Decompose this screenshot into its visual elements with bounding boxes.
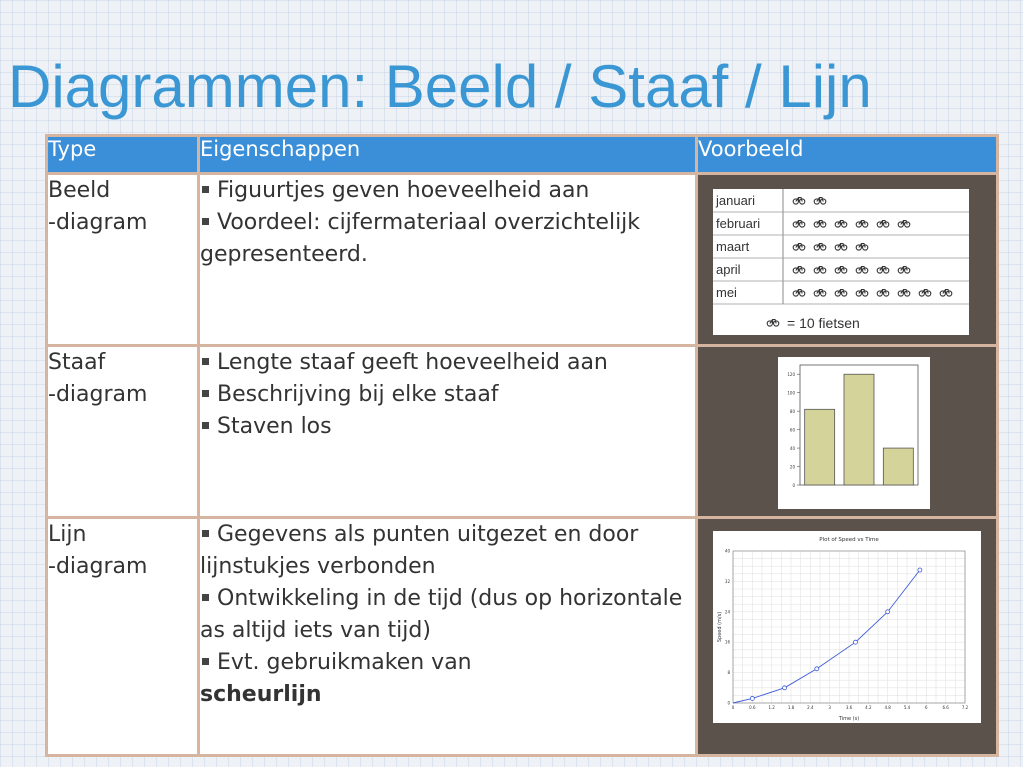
bar: [844, 374, 874, 485]
y-tick-label: 0: [727, 700, 730, 706]
bar: [883, 448, 913, 485]
bicycle-icon: [793, 221, 910, 228]
pictogram-row-label: februari: [716, 216, 761, 231]
bullet-icon: [202, 658, 209, 665]
type-suffix: -diagram: [48, 382, 148, 407]
type-cell: [47, 346, 199, 518]
bike-frame: [859, 221, 865, 225]
bullet-icon: [202, 186, 209, 193]
bike-frame: [770, 320, 776, 324]
x-tick-label: 4.8: [884, 705, 891, 710]
y-tick-label: 16: [724, 639, 730, 645]
bike-frame: [796, 221, 802, 225]
bar-chart-example: [778, 357, 930, 509]
bike-frame: [796, 267, 802, 271]
list-item: Gegevens als punten uitgezet en door lijnstukjes verbonden: [200, 522, 639, 579]
bike-frame: [838, 290, 844, 294]
data-point: [853, 640, 857, 644]
table-row-lijn: [47, 518, 998, 756]
bullet-icon: [202, 422, 209, 429]
x-tick-label: 1.2: [768, 705, 775, 710]
bullet-icon: [202, 594, 209, 601]
x-axis-label: Time (s): [838, 716, 860, 722]
scheurlijn-term: scheurlijn: [200, 682, 322, 707]
pictogram-svg: [713, 189, 969, 335]
x-tick-label: 0.6: [749, 705, 756, 710]
bike-frame: [796, 198, 802, 202]
bike-frame: [838, 221, 844, 225]
pictogram-example: [713, 189, 969, 335]
type-label: Lijn: [48, 522, 87, 547]
bike-frame: [817, 221, 823, 225]
y-axis-label: Speed (m/s): [717, 611, 723, 643]
bike-frame: [859, 244, 865, 248]
bullet-icon: [202, 530, 209, 537]
x-tick-label: 1.8: [787, 705, 795, 710]
bike-frame: [943, 290, 949, 294]
bullet-icon: [202, 358, 209, 365]
line-chart-example: [713, 531, 981, 723]
series-line: [733, 570, 920, 703]
y-tick-label: 0: [792, 483, 795, 488]
diagram-types-table: [45, 134, 999, 757]
bar-chart: [778, 357, 930, 509]
bike-frame: [838, 267, 844, 271]
header-voorbeeld: Voorbeeld: [697, 136, 998, 174]
bike-frame: [796, 290, 802, 294]
bullet-icon: [202, 218, 209, 225]
pictogram-row-label: januari: [716, 193, 756, 208]
pictogram-row-label: mei: [716, 285, 737, 300]
y-tick-label: 32: [724, 578, 730, 584]
bicycle-icon: [793, 198, 826, 205]
bike-frame: [880, 290, 886, 294]
bike-frame: [859, 267, 865, 271]
table-row-beeld: [47, 174, 998, 346]
bike-frame: [859, 290, 865, 294]
y-tick-label: 8: [727, 670, 730, 676]
data-point: [886, 610, 890, 614]
bicycle-icon: [793, 267, 910, 274]
line-chart: [713, 531, 981, 723]
example-cell: [697, 174, 998, 346]
bicycle-icon: [767, 320, 779, 327]
y-tick-label: 120: [787, 372, 795, 378]
type-label: Beeld: [48, 178, 111, 203]
list-item: Staven los: [200, 411, 695, 443]
y-tick-label: 20: [789, 464, 795, 470]
bike-frame: [901, 290, 907, 294]
header-type: Type: [47, 136, 199, 174]
type-suffix: -diagram: [48, 210, 148, 235]
bike-frame: [880, 267, 886, 271]
bike-frame: [901, 267, 907, 271]
bicycle-icon: [793, 290, 952, 297]
table-header-row: [47, 136, 998, 174]
list-item: Figuurtjes geven hoeveelheid aan: [200, 175, 695, 207]
type-cell: [47, 174, 199, 346]
bike-frame: [880, 221, 886, 225]
x-tick-label: 3.6: [845, 705, 853, 710]
y-tick-label: 80: [789, 409, 795, 415]
bike-frame: [922, 290, 928, 294]
y-tick-label: 24: [724, 609, 730, 615]
line-chart-title: Plot of Speed vs Time: [819, 537, 879, 543]
type-cell: [47, 518, 199, 756]
pictogram-row-label: maart: [716, 239, 750, 254]
list-item: Ontwikkeling in de tijd (dus op horizontale as altijd iets van tijd): [200, 586, 683, 643]
bike-frame: [838, 244, 844, 248]
bike-frame: [817, 267, 823, 271]
example-cell: [697, 346, 998, 518]
bicycle-icon: [793, 244, 868, 251]
x-tick-label: 0: [731, 705, 735, 710]
data-point: [918, 568, 922, 572]
data-point: [750, 696, 754, 700]
data-point: [783, 686, 787, 690]
y-tick-label: 40: [789, 446, 795, 452]
bullet-icon: [202, 390, 209, 397]
list-item: Beschrijving bij elke staaf: [200, 379, 695, 411]
data-point: [815, 667, 819, 671]
x-tick-label: 6.6: [942, 705, 949, 710]
pictogram-legend: = 10 fietsen: [787, 315, 860, 331]
table-row-staaf: [47, 346, 998, 518]
bar: [805, 409, 835, 485]
example-cell: [697, 518, 998, 756]
properties-cell: [199, 174, 697, 346]
x-tick-label: 3: [828, 705, 831, 710]
bike-frame: [817, 244, 823, 248]
y-tick-label: 100: [787, 390, 795, 396]
list-item: Lengte staaf geeft hoeveelheid aan: [200, 347, 695, 379]
bike-frame: [901, 221, 907, 225]
x-tick-label: 4.2: [865, 705, 872, 710]
bike-frame: [796, 244, 802, 248]
x-tick-label: 6: [925, 705, 928, 710]
pictogram-row-label: april: [716, 262, 741, 277]
slide-title: Diagrammen: Beeld / Staaf / Lijn: [8, 53, 872, 120]
type-label: Staaf: [48, 350, 106, 375]
y-tick-label: 40: [724, 548, 730, 554]
properties-cell: [199, 346, 697, 518]
header-eigenschappen: Eigenschappen: [199, 136, 697, 174]
type-suffix: -diagram: [48, 554, 148, 579]
x-tick-label: 2.4: [807, 705, 814, 710]
x-tick-label: 5.4: [903, 705, 911, 710]
list-item: Voordeel: cijfermateriaal overzichtelijk gepresenteerd.: [200, 210, 641, 267]
y-tick-label: 60: [789, 427, 795, 433]
properties-cell: [199, 518, 697, 756]
bike-frame: [817, 198, 823, 202]
x-tick-label: 7.2: [961, 705, 969, 710]
list-item: Evt. gebruikmaken van scheurlijn: [200, 650, 472, 707]
bike-frame: [817, 290, 823, 294]
